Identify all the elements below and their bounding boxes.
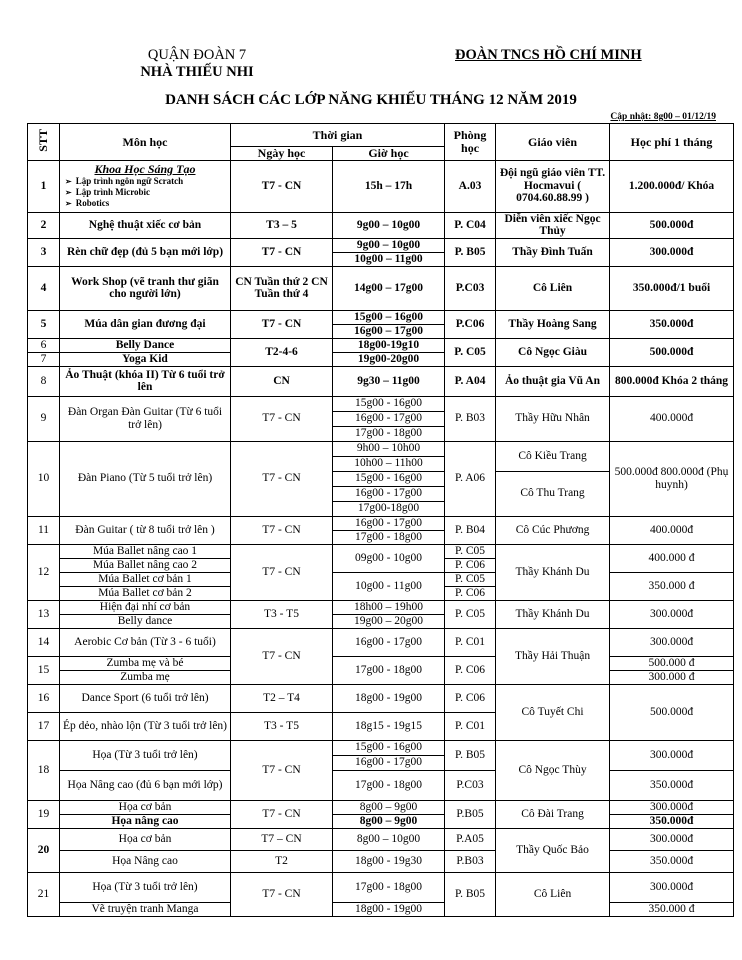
room-cell: P. C01 xyxy=(445,628,496,656)
fee-cell: 300.000đ xyxy=(610,800,734,814)
hour-cell: 15g00 - 16g00 xyxy=(333,396,445,411)
teacher-cell: Cô Ngọc Thùy xyxy=(496,740,610,800)
hour-cell: 16g00 - 17g00 xyxy=(333,755,445,770)
col-hour: Giờ học xyxy=(333,147,445,161)
day-cell: T2-4-6 xyxy=(231,338,333,366)
col-day: Ngày học xyxy=(231,147,333,161)
updated-timestamp: Cập nhật: 8g00 – 01/12/19 xyxy=(610,112,716,122)
table-row xyxy=(28,600,734,614)
hour-cell: 15g00 – 16g00 xyxy=(333,310,445,324)
header-row xyxy=(28,124,734,147)
room-cell: P.B05 xyxy=(445,800,496,828)
subject-cell: Đàn Organ Đàn Guitar (Từ 6 tuổi trở lên) xyxy=(60,396,231,441)
subject-cell: Aerobic Cơ bản (Từ 3 - 6 tuổi) xyxy=(60,628,231,656)
hour-cell: 17g00 - 18g00 xyxy=(333,426,445,441)
teacher-cell: Thầy Hoàng Sang xyxy=(496,310,610,338)
room-cell: P. C01 xyxy=(445,712,496,740)
table-row xyxy=(28,800,734,814)
day-cell: T7 - CN xyxy=(231,396,333,441)
subject-cell: Zumba mẹ xyxy=(60,670,231,684)
hour-cell: 17g00 - 18g00 xyxy=(333,656,445,684)
hour-cell: 18g00-19g10 xyxy=(333,338,445,352)
day-cell: T3 - T5 xyxy=(231,600,333,628)
fee-cell: 400.000đ xyxy=(610,396,734,441)
subject-cell: Nghệ thuật xiếc cơ bản xyxy=(60,212,231,238)
table-row xyxy=(28,366,734,396)
table-row xyxy=(28,160,734,212)
room-cell: P. B05 xyxy=(445,872,496,916)
fee-cell: 350.000đ xyxy=(610,310,734,338)
teacher-cell: Thầy Hữu Nhân xyxy=(496,396,610,441)
hour-cell: 14g00 – 17g00 xyxy=(333,266,445,310)
hour-cell: 15g00 - 16g00 xyxy=(333,471,445,486)
teacher-cell: Diễn viên xiếc Ngọc Thủy xyxy=(496,212,610,238)
org-header-right: ĐOÀN TNCS HỒ CHÍ MINH xyxy=(455,47,642,63)
teacher-cell: Cô Tuyết Chi xyxy=(496,684,610,740)
hour-cell: 16g00 - 17g00 xyxy=(333,411,445,426)
subject-bullet: ➢ Robotics xyxy=(63,198,227,209)
fee-cell: 350.000 đ xyxy=(610,902,734,916)
hour-cell: 18g00 - 19g00 xyxy=(333,902,445,916)
subject-cell: Đàn Piano (Từ 5 tuổi trở lên) xyxy=(60,441,231,516)
stt-cell: 10 xyxy=(28,441,60,516)
teacher-cell: Thầy Khánh Du xyxy=(496,600,610,628)
fee-cell: 500.000đ xyxy=(610,684,734,740)
fee-cell: 800.000đ Khóa 2 tháng xyxy=(610,366,734,396)
hour-cell: 09g00 - 10g00 xyxy=(333,544,445,572)
day-cell: CN xyxy=(231,366,333,396)
room-cell: A.03 xyxy=(445,160,496,212)
subject-cell: Họa (Từ 3 tuổi trở lên) xyxy=(60,872,231,902)
hour-cell: 15g00 - 16g00 xyxy=(333,740,445,755)
table-row xyxy=(28,902,734,916)
hour-cell: 9h00 – 10h00 xyxy=(333,441,445,456)
col-time: Thời gian xyxy=(231,124,445,147)
hour-cell: 17g00 - 18g00 xyxy=(333,770,445,800)
hour-cell: 9g00 – 10g00 xyxy=(333,212,445,238)
day-cell: CN Tuần thứ 2 CN Tuần thứ 4 xyxy=(231,266,333,310)
col-stt: STT xyxy=(28,124,60,161)
fee-cell: 300.000đ xyxy=(610,828,734,850)
room-cell: P. C05 xyxy=(445,544,496,558)
teacher-cell: Cô Ngọc Giàu xyxy=(496,338,610,366)
hour-cell: 18h00 – 19h00 xyxy=(333,600,445,614)
subject-cell: Múa Ballet cơ bản 1 xyxy=(60,572,231,586)
org-header-left xyxy=(112,47,282,81)
fee-cell: 500.000đ 800.000đ (Phụ huynh) xyxy=(610,441,734,516)
room-cell: P. A04 xyxy=(445,366,496,396)
hour-cell: 18g15 - 19g15 xyxy=(333,712,445,740)
table-row xyxy=(28,310,734,324)
fee-cell: 400.000 đ xyxy=(610,544,734,572)
subject-bullet: ➢ Lập trình ngôn ngữ Scratch xyxy=(63,176,227,187)
stt-cell: 1 xyxy=(28,160,60,212)
hour-cell: 8g00 – 10g00 xyxy=(333,828,445,850)
table-row xyxy=(28,770,734,800)
teacher-cell: Cô Thu Trang xyxy=(496,471,610,516)
subject-cell: Đàn Guitar ( từ 8 tuổi trở lên ) xyxy=(60,516,231,544)
subject-cell: Họa nâng cao xyxy=(60,814,231,828)
hour-cell: 16g00 - 17g00 xyxy=(333,516,445,530)
hour-cell: 10g00 - 11g00 xyxy=(333,572,445,600)
teacher-cell: Thầy Quốc Bảo xyxy=(496,828,610,872)
day-cell: T7 - CN xyxy=(231,310,333,338)
table-row xyxy=(28,572,734,586)
day-cell: T7 - CN xyxy=(231,160,333,212)
subject-bullet: ➢ Lập trình Microbic xyxy=(63,187,227,198)
stt-cell: 7 xyxy=(28,352,60,366)
col-teacher: Giáo viên xyxy=(496,124,610,161)
day-cell: T7 - CN xyxy=(231,628,333,684)
subject-cell: Zumba mẹ và bé xyxy=(60,656,231,670)
subject-cell: Vẽ truyện tranh Manga xyxy=(60,902,231,916)
stt-cell: 12 xyxy=(28,544,60,600)
hour-cell: 16g00 – 17g00 xyxy=(333,324,445,338)
room-cell: P.C06 xyxy=(445,310,496,338)
col-fee: Học phí 1 tháng xyxy=(610,124,734,161)
stt-cell: 16 xyxy=(28,684,60,712)
room-cell: P. A06 xyxy=(445,441,496,516)
table-row xyxy=(28,872,734,902)
table-row xyxy=(28,684,734,712)
room-cell: P. C06 xyxy=(445,684,496,712)
room-cell: P. B05 xyxy=(445,740,496,770)
table-row xyxy=(28,441,734,456)
room-cell: P.C03 xyxy=(445,266,496,310)
stt-cell: 6 xyxy=(28,338,60,352)
stt-cell: 15 xyxy=(28,656,60,684)
hour-cell: 9g30 – 11g00 xyxy=(333,366,445,396)
room-cell: P. C06 xyxy=(445,558,496,572)
table-row xyxy=(28,828,734,850)
teacher-cell: Cô Kiều Trang xyxy=(496,441,610,471)
teacher-cell: Ảo thuật gia Vũ An xyxy=(496,366,610,396)
teacher-cell: Thầy Khánh Du xyxy=(496,544,610,600)
table-row xyxy=(28,628,734,656)
stt-cell: 5 xyxy=(28,310,60,338)
children-house: NHÀ THIẾU NHI xyxy=(140,64,254,80)
hour-cell: 10g00 – 11g00 xyxy=(333,252,445,266)
teacher-cell: Cô Liên xyxy=(496,872,610,916)
stt-cell: 11 xyxy=(28,516,60,544)
stt-cell: 17 xyxy=(28,712,60,740)
fee-cell: 400.000đ xyxy=(610,516,734,544)
room-cell: P. C06 xyxy=(445,656,496,684)
day-cell: T3 - T5 xyxy=(231,712,333,740)
fee-cell: 500.000đ xyxy=(610,212,734,238)
subject-cell: Dance Sport (6 tuổi trở lên) xyxy=(60,684,231,712)
stt-cell: 13 xyxy=(28,600,60,628)
hour-cell: 16g00 - 17g00 xyxy=(333,486,445,501)
subject-cell: Belly dance xyxy=(60,614,231,628)
fee-cell: 1.200.000đ/ Khóa xyxy=(610,160,734,212)
fee-cell: 500.000đ xyxy=(610,338,734,366)
subject-cell xyxy=(60,160,231,212)
subject-cell: Họa cơ bản xyxy=(60,800,231,814)
stt-cell: 19 xyxy=(28,800,60,828)
subject-cell: Belly Dance xyxy=(60,338,231,352)
subject-cell: Họa Nâng cao (đủ 6 bạn mới lớp) xyxy=(60,770,231,800)
stt-cell: 18 xyxy=(28,740,60,800)
room-cell: P. B04 xyxy=(445,516,496,544)
class-schedule-table xyxy=(27,123,734,917)
subject-cell: Họa Nâng cao xyxy=(60,850,231,872)
fee-cell: 300.000đ xyxy=(610,238,734,266)
subject-cell: Hiện đại nhí cơ bản xyxy=(60,600,231,614)
table-row xyxy=(28,850,734,872)
room-cell: P.B03 xyxy=(445,850,496,872)
page-title: DANH SÁCH CÁC LỚP NĂNG KHIẾU THÁNG 12 NĂM 2019 xyxy=(165,92,577,108)
fee-cell: 350.000đ xyxy=(610,850,734,872)
table-row xyxy=(28,212,734,238)
table-row xyxy=(28,338,734,352)
table-row xyxy=(28,266,734,310)
stt-cell: 9 xyxy=(28,396,60,441)
hour-cell: 19g00-20g00 xyxy=(333,352,445,366)
stt-cell: 3 xyxy=(28,238,60,266)
day-cell: T7 - CN xyxy=(231,516,333,544)
day-cell: T7 - CN xyxy=(231,740,333,800)
room-cell: P. C06 xyxy=(445,586,496,600)
hour-cell: 16g00 - 17g00 xyxy=(333,628,445,656)
stt-cell: 21 xyxy=(28,872,60,916)
room-cell: P. C05 xyxy=(445,572,496,586)
day-cell: T7 - CN xyxy=(231,238,333,266)
day-cell: T7 - CN xyxy=(231,544,333,600)
fee-cell: 350.000đ xyxy=(610,814,734,828)
hour-cell: 17g00 - 18g00 xyxy=(333,872,445,902)
hour-cell: 17g00 - 18g00 xyxy=(333,530,445,544)
fee-cell: 300.000đ xyxy=(610,872,734,902)
room-cell: P. C05 xyxy=(445,600,496,628)
subject-cell: Yoga Kid xyxy=(60,352,231,366)
subject-cell: Múa Ballet nâng cao 1 xyxy=(60,544,231,558)
table-row xyxy=(28,814,734,828)
day-cell: T2 xyxy=(231,850,333,872)
hour-cell: 10h00 – 11h00 xyxy=(333,456,445,471)
table-row xyxy=(28,396,734,411)
stt-cell: 2 xyxy=(28,212,60,238)
table-row xyxy=(28,544,734,558)
subject-cell: Work Shop (vẽ tranh thư giãn cho người lớn) xyxy=(60,266,231,310)
fee-cell: 350.000đ/1 buổi xyxy=(610,266,734,310)
hour-cell: 18g00 - 19g30 xyxy=(333,850,445,872)
stt-cell: 4 xyxy=(28,266,60,310)
day-cell: T7 – CN xyxy=(231,828,333,850)
hour-cell: 15h – 17h xyxy=(333,160,445,212)
subject-cell: Họa cơ bản xyxy=(60,828,231,850)
teacher-cell: Cô Liên xyxy=(496,266,610,310)
hour-cell: 17g00-18g00 xyxy=(333,501,445,516)
fee-cell: 300.000đ xyxy=(610,628,734,656)
day-cell: T7 - CN xyxy=(231,800,333,828)
fee-cell: 300.000đ xyxy=(610,600,734,628)
fee-cell: 300.000đ xyxy=(610,740,734,770)
subject-title: Khoa Học Sáng Tạo xyxy=(94,162,196,177)
teacher-cell: Cô Đài Trang xyxy=(496,800,610,828)
teacher-cell: Đội ngũ giáo viên TT. Hocmavui ( 0704.60.88.99 ) xyxy=(496,160,610,212)
hour-cell: 8g00 – 9g00 xyxy=(333,800,445,814)
fee-cell: 500.000 đ xyxy=(610,656,734,670)
hour-cell: 9g00 – 10g00 xyxy=(333,238,445,252)
table-row xyxy=(28,740,734,755)
fee-cell: 300.000 đ xyxy=(610,670,734,684)
stt-cell: 8 xyxy=(28,366,60,396)
room-cell: P. C04 xyxy=(445,212,496,238)
teacher-cell: Thầy Đình Tuấn xyxy=(496,238,610,266)
table-row xyxy=(28,238,734,252)
col-subject: Môn học xyxy=(60,124,231,161)
district-union: QUẬN ĐOÀN 7 xyxy=(147,47,247,63)
teacher-cell: Thầy Hải Thuận xyxy=(496,628,610,684)
subject-cell: Múa dân gian đương đại xyxy=(60,310,231,338)
hour-cell: 8g00 – 9g00 xyxy=(333,814,445,828)
fee-cell: 350.000đ xyxy=(610,770,734,800)
fee-cell: 350.000 đ xyxy=(610,572,734,600)
room-cell: P. C05 xyxy=(445,338,496,366)
room-cell: P. B03 xyxy=(445,396,496,441)
subject-cell: Họa (Từ 3 tuổi trở lên) xyxy=(60,740,231,770)
hour-cell: 18g00 - 19g00 xyxy=(333,684,445,712)
day-cell: T2 – T4 xyxy=(231,684,333,712)
day-cell: T3 – 5 xyxy=(231,212,333,238)
table-row xyxy=(28,656,734,670)
subject-cell: Rèn chữ đẹp (đủ 5 bạn mới lớp) xyxy=(60,238,231,266)
subject-cell: Múa Ballet cơ bản 2 xyxy=(60,586,231,600)
day-cell: T7 - CN xyxy=(231,441,333,516)
room-cell: P.A05 xyxy=(445,828,496,850)
room-cell: P. B05 xyxy=(445,238,496,266)
room-cell: P.C03 xyxy=(445,770,496,800)
stt-cell: 20 xyxy=(28,828,60,872)
teacher-cell: Cô Cúc Phương xyxy=(496,516,610,544)
col-room: Phòng học xyxy=(445,124,496,161)
subject-cell: Múa Ballet nâng cao 2 xyxy=(60,558,231,572)
subject-cell: Ép dẻo, nhào lộn (Từ 3 tuổi trở lên) xyxy=(60,712,231,740)
subject-cell: Ảo Thuật (khóa II) Từ 6 tuổi trở lên xyxy=(60,366,231,396)
stt-cell: 14 xyxy=(28,628,60,656)
hour-cell: 19g00 – 20g00 xyxy=(333,614,445,628)
day-cell: T7 - CN xyxy=(231,872,333,916)
table-row xyxy=(28,516,734,530)
